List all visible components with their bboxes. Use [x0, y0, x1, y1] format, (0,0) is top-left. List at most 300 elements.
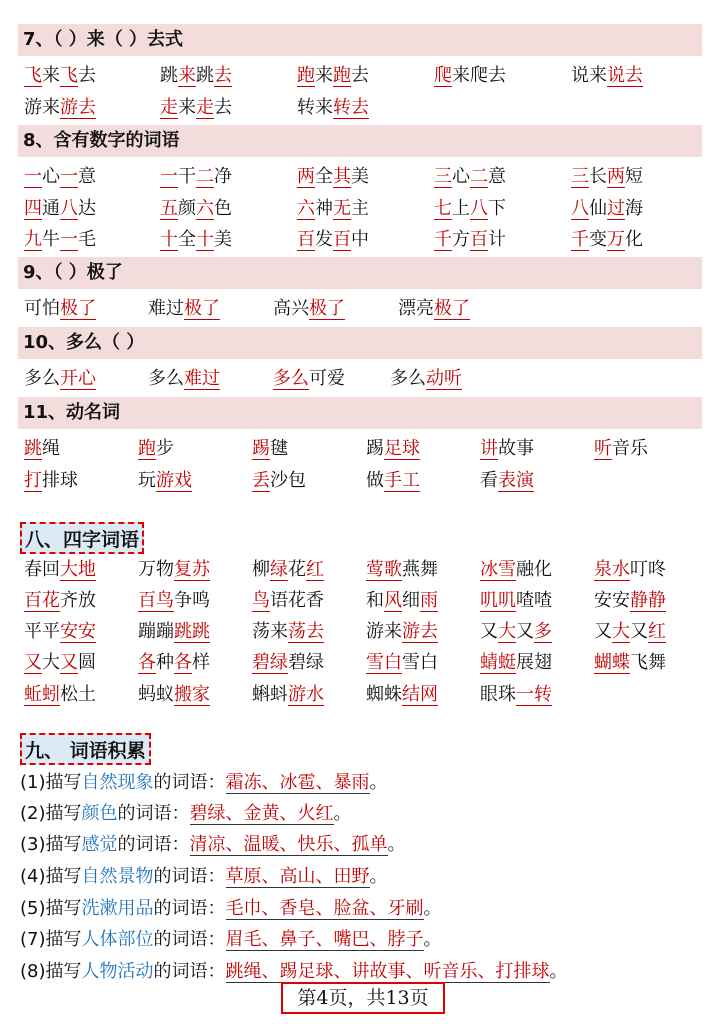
item-prefix: (1)描写: [20, 772, 82, 793]
word-text: 蹦蹦: [138, 621, 174, 642]
answer-fill: 三: [571, 166, 589, 187]
answer-fill: 三: [434, 166, 452, 187]
answer-fill: 手工: [384, 470, 420, 491]
word-item: [434, 226, 506, 254]
word-text: 跳: [196, 65, 214, 86]
word-text: 美: [214, 229, 232, 250]
answer-fill: 飞: [60, 65, 78, 86]
word-text: 样: [192, 652, 210, 673]
word-text: 颜: [178, 198, 196, 219]
item-end: 。: [369, 866, 388, 887]
accumulation-item: [20, 926, 442, 954]
word-text: 转来: [297, 97, 333, 118]
word-text: 叮咚: [630, 559, 666, 580]
word-item: [434, 62, 506, 90]
word-text: 安安: [594, 590, 630, 611]
word-item: [571, 163, 643, 191]
answer-fill: 十: [160, 229, 178, 250]
item-topic: 自然景物: [81, 866, 154, 887]
item-label: 的词语：: [117, 834, 190, 855]
word-text: 又: [594, 621, 612, 642]
word-text: 又: [630, 621, 648, 642]
answer-fill: 各: [138, 652, 156, 673]
word-item: [24, 365, 96, 393]
answer-fill: 跑: [138, 438, 156, 459]
item-topic: 人物活动: [81, 961, 154, 982]
section-9-header: 9、（ ）极了: [18, 257, 702, 289]
word-text: 去: [351, 65, 369, 86]
item-topic: 自然现象: [81, 772, 154, 793]
item-answer: 眉毛、鼻子、嘴巴、脖子: [225, 929, 424, 950]
section-10-header: 10、多么（ ）: [18, 327, 702, 359]
word-item: [480, 556, 552, 584]
word-text: 故事: [498, 438, 534, 459]
word-item: [594, 435, 648, 463]
word-text: 大: [42, 652, 60, 673]
word-text: 步: [156, 438, 174, 459]
answer-fill: 一: [60, 229, 78, 250]
answer-fill: 飞: [24, 65, 42, 86]
answer-fill: 游水: [288, 684, 324, 705]
word-text: 雪白: [402, 652, 438, 673]
word-text: 上: [452, 198, 470, 219]
word-text: 做: [366, 470, 384, 491]
word-item: [571, 226, 643, 254]
word-item: [160, 226, 232, 254]
word-text: 语花香: [270, 590, 324, 611]
word-text: 可爱: [309, 368, 345, 389]
answer-fill: 跳: [24, 438, 42, 459]
answer-fill: 百花: [24, 590, 60, 611]
section-ba-header: 八、四字词语: [20, 522, 144, 554]
word-text: 和: [366, 590, 384, 611]
word-item: [24, 62, 96, 90]
answer-fill: 跑: [297, 65, 315, 86]
answer-fill: 两: [297, 166, 315, 187]
word-text: 主: [351, 198, 369, 219]
answer-fill: 百: [297, 229, 315, 250]
accumulation-item: [20, 831, 406, 859]
answer-fill: 跑: [333, 65, 351, 86]
item-topic: 洗漱用品: [81, 898, 154, 919]
word-text: 发: [315, 229, 333, 250]
word-text: 来: [42, 65, 60, 86]
word-text: 春回: [24, 559, 60, 580]
word-text: 争鸣: [174, 590, 210, 611]
answer-fill: 无: [333, 198, 351, 219]
answer-fill: 去: [214, 65, 232, 86]
answer-fill: 八: [60, 198, 78, 219]
answer-fill: 八: [571, 198, 589, 219]
answer-fill: 叽叽: [480, 590, 516, 611]
word-item: [480, 681, 552, 709]
answer-fill: 雨: [420, 590, 438, 611]
answer-fill: 蝴蝶: [594, 652, 630, 673]
word-text: 眼珠: [480, 684, 516, 705]
answer-fill: 一转: [516, 684, 552, 705]
word-text: 色: [214, 198, 232, 219]
answer-fill: 六: [196, 198, 214, 219]
word-item: [366, 435, 420, 463]
word-text: 花: [288, 559, 306, 580]
section-jiu-header: 九、 词语积累: [20, 733, 151, 765]
answer-fill: 泉水: [594, 559, 630, 580]
word-item: [594, 649, 666, 677]
word-text: 心: [42, 166, 60, 187]
answer-fill: 又: [60, 652, 78, 673]
answer-fill: 一: [60, 166, 78, 187]
answer-fill: 大: [498, 621, 516, 642]
word-item: [138, 556, 210, 584]
answer-fill: 千: [571, 229, 589, 250]
word-text: 平平: [24, 621, 60, 642]
word-text: 跳: [160, 65, 178, 86]
word-item: [24, 163, 96, 191]
word-item: [252, 556, 324, 584]
item-answer: 跳绳、踢足球、讲故事、听音乐、打排球: [225, 961, 550, 982]
word-item: [24, 467, 78, 495]
item-label: 的词语：: [153, 961, 226, 982]
word-item: [366, 467, 420, 495]
answer-fill: 七: [434, 198, 452, 219]
answer-fill: 鸟: [252, 590, 270, 611]
word-item: [138, 681, 210, 709]
item-topic: 人体部位: [81, 929, 154, 950]
answer-fill: 风: [384, 590, 402, 611]
item-topic: 感觉: [81, 834, 118, 855]
word-item: [297, 163, 369, 191]
word-item: [571, 62, 643, 90]
item-prefix: (7)描写: [20, 929, 82, 950]
word-text: 又: [516, 621, 534, 642]
answer-fill: 其: [333, 166, 351, 187]
item-label: 的词语：: [117, 803, 190, 824]
item-answer: 霜冻、冰雹、暴雨: [225, 772, 370, 793]
word-item: [366, 587, 438, 615]
page-footer: 第4页，共13页: [281, 982, 445, 1014]
word-text: 音乐: [612, 438, 648, 459]
answer-fill: 极了: [60, 298, 96, 319]
word-item: [148, 295, 220, 323]
answer-fill: 安安: [60, 621, 96, 642]
answer-fill: 六: [297, 198, 315, 219]
answer-fill: 多: [534, 621, 552, 642]
word-item: [24, 618, 96, 646]
word-text: 方: [452, 229, 470, 250]
answer-fill: 说去: [607, 65, 643, 86]
word-text: 展翅: [516, 652, 552, 673]
accumulation-item: [20, 863, 388, 891]
word-text: 踢: [366, 438, 384, 459]
word-text: 变: [589, 229, 607, 250]
answer-fill: 又: [24, 652, 42, 673]
word-item: [160, 163, 232, 191]
item-topic: 颜色: [81, 803, 118, 824]
section-7-header: 7、（ ）来（ ）去式: [18, 24, 702, 56]
answer-fill: 四: [24, 198, 42, 219]
answer-fill: 足球: [384, 438, 420, 459]
section-8-header: 8、含有数字的词语: [18, 125, 702, 157]
word-text: 难过: [148, 298, 184, 319]
answer-fill: 表演: [498, 470, 534, 491]
item-prefix: (8)描写: [20, 961, 82, 982]
item-label: 的词语：: [153, 898, 226, 919]
item-label: 的词语：: [153, 772, 226, 793]
word-text: 来爬去: [452, 65, 506, 86]
word-item: [480, 435, 534, 463]
answer-fill: 游去: [402, 621, 438, 642]
word-text: 蜘蛛: [366, 684, 402, 705]
word-text: 说来: [571, 65, 607, 86]
item-end: 。: [423, 929, 442, 950]
answer-fill: 极了: [434, 298, 470, 319]
word-text: 松土: [60, 684, 96, 705]
word-item: [434, 195, 506, 223]
word-text: 短: [625, 166, 643, 187]
word-text: 化: [625, 229, 643, 250]
answer-fill: 极了: [309, 298, 345, 319]
answer-fill: 转去: [333, 97, 369, 118]
answer-fill: 二: [470, 166, 488, 187]
item-end: 。: [387, 834, 406, 855]
word-item: [594, 618, 666, 646]
word-text: 来: [315, 65, 333, 86]
word-text: 高兴: [273, 298, 309, 319]
word-text: 计: [488, 229, 506, 250]
item-end: 。: [549, 961, 568, 982]
word-text: 飞舞: [630, 652, 666, 673]
word-item: [480, 467, 534, 495]
word-item: [252, 587, 324, 615]
word-text: 漂亮: [398, 298, 434, 319]
answer-fill: 结网: [402, 684, 438, 705]
word-item: [138, 467, 192, 495]
word-text: 意: [78, 166, 96, 187]
answer-fill: 复苏: [174, 559, 210, 580]
item-answer: 毛巾、香皂、脸盆、牙刷: [225, 898, 424, 919]
item-answer: 碧绿、金黄、火红: [189, 803, 334, 824]
answer-fill: 冰雪: [480, 559, 516, 580]
word-text: 又: [480, 621, 498, 642]
word-item: [24, 94, 96, 122]
word-text: 神: [315, 198, 333, 219]
answer-fill: 多么: [273, 368, 309, 389]
answer-fill: 荡去: [288, 621, 324, 642]
word-text: 细: [402, 590, 420, 611]
word-text: 去: [78, 65, 96, 86]
item-answer: 清凉、温暖、快乐、孤单: [189, 834, 388, 855]
word-text: 看: [480, 470, 498, 491]
section-11-header: 11、动名词: [18, 397, 702, 429]
item-end: 。: [333, 803, 352, 824]
word-text: 长: [589, 166, 607, 187]
answer-fill: 爬: [434, 65, 452, 86]
word-text: 通: [42, 198, 60, 219]
answer-fill: 游去: [60, 97, 96, 118]
word-text: 蚂蚁: [138, 684, 174, 705]
word-item: [24, 195, 96, 223]
word-item: [24, 435, 60, 463]
word-item: [366, 681, 438, 709]
word-item: [24, 295, 96, 323]
word-text: 毛: [78, 229, 96, 250]
answer-fill: 各: [174, 652, 192, 673]
answer-fill: 碧绿: [252, 652, 288, 673]
answer-fill: 八: [470, 198, 488, 219]
answer-fill: 大: [612, 621, 630, 642]
word-item: [160, 94, 232, 122]
word-text: 意: [488, 166, 506, 187]
word-text: 燕舞: [402, 559, 438, 580]
word-text: 齐放: [60, 590, 96, 611]
word-text: 沙包: [270, 470, 306, 491]
word-item: [480, 618, 552, 646]
word-item: [138, 618, 210, 646]
answer-fill: 百: [470, 229, 488, 250]
item-prefix: (2)描写: [20, 803, 82, 824]
word-item: [297, 94, 369, 122]
word-item: [24, 587, 96, 615]
word-item: [594, 587, 666, 615]
word-text: 喳喳: [516, 590, 552, 611]
word-text: 可怕: [24, 298, 60, 319]
answer-fill: 红: [648, 621, 666, 642]
answer-fill: 绿: [270, 559, 288, 580]
word-text: 干: [178, 166, 196, 187]
word-item: [160, 62, 232, 90]
word-item: [297, 195, 369, 223]
word-item: [138, 649, 210, 677]
word-text: 多么: [148, 368, 184, 389]
word-text: 蝌蚪: [252, 684, 288, 705]
word-item: [24, 226, 96, 254]
item-label: 的词语：: [153, 866, 226, 887]
word-text: 游来: [24, 97, 60, 118]
word-text: 毽: [270, 438, 288, 459]
item-prefix: (3)描写: [20, 834, 82, 855]
word-item: [273, 365, 345, 393]
answer-fill: 游戏: [156, 470, 192, 491]
word-item: [252, 681, 324, 709]
word-item: [160, 195, 232, 223]
answer-fill: 打: [24, 470, 42, 491]
word-item: [273, 295, 345, 323]
item-answer: 草原、高山、田野: [225, 866, 370, 887]
item-end: 。: [369, 772, 388, 793]
word-text: 多么: [24, 368, 60, 389]
word-item: [252, 467, 306, 495]
word-text: 万物: [138, 559, 174, 580]
word-text: 玩: [138, 470, 156, 491]
word-item: [366, 556, 438, 584]
accumulation-item: [20, 769, 388, 797]
answer-fill: 蚯蚓: [24, 684, 60, 705]
answer-fill: 百鸟: [138, 590, 174, 611]
word-item: [252, 435, 288, 463]
answer-fill: 莺歌: [366, 559, 402, 580]
word-text: 多么: [390, 368, 426, 389]
answer-fill: 极了: [184, 298, 220, 319]
answer-fill: 过: [607, 198, 625, 219]
word-item: [138, 587, 210, 615]
answer-fill: 跳跳: [174, 621, 210, 642]
word-item: [24, 649, 96, 677]
word-text: 达: [78, 198, 96, 219]
word-text: 柳: [252, 559, 270, 580]
word-item: [138, 435, 174, 463]
word-text: 仙: [589, 198, 607, 219]
word-text: 碧绿: [288, 652, 324, 673]
accumulation-item: [20, 895, 442, 923]
word-text: 排球: [42, 470, 78, 491]
answer-fill: 万: [607, 229, 625, 250]
word-text: 种: [156, 652, 174, 673]
answer-fill: 一: [24, 166, 42, 187]
word-item: [252, 649, 324, 677]
answer-fill: 五: [160, 198, 178, 219]
word-text: 中: [351, 229, 369, 250]
word-item: [297, 62, 369, 90]
answer-fill: 听: [594, 438, 612, 459]
word-item: [24, 556, 96, 584]
word-item: [398, 295, 470, 323]
answer-fill: 大地: [60, 559, 96, 580]
word-text: 去: [214, 97, 232, 118]
word-text: 来: [178, 97, 196, 118]
answer-fill: 走: [160, 97, 178, 118]
answer-fill: 蜻蜓: [480, 652, 516, 673]
answer-fill: 走: [196, 97, 214, 118]
word-item: [390, 365, 462, 393]
word-item: [24, 681, 96, 709]
word-text: 全: [315, 166, 333, 187]
answer-fill: 雪白: [366, 652, 402, 673]
word-text: 绳: [42, 438, 60, 459]
answer-fill: 静静: [630, 590, 666, 611]
answer-fill: 十: [196, 229, 214, 250]
word-text: 海: [625, 198, 643, 219]
answer-fill: 难过: [184, 368, 220, 389]
word-text: 净: [214, 166, 232, 187]
word-text: 美: [351, 166, 369, 187]
answer-fill: 开心: [60, 368, 96, 389]
item-prefix: (4)描写: [20, 866, 82, 887]
answer-fill: 千: [434, 229, 452, 250]
accumulation-item: [20, 800, 352, 828]
answer-fill: 百: [333, 229, 351, 250]
word-text: 牛: [42, 229, 60, 250]
answer-fill: 搬家: [174, 684, 210, 705]
word-item: [480, 587, 552, 615]
word-item: [571, 195, 643, 223]
item-prefix: (5)描写: [20, 898, 82, 919]
answer-fill: 动听: [426, 368, 462, 389]
word-text: 游来: [366, 621, 402, 642]
answer-fill: 九: [24, 229, 42, 250]
answer-fill: 二: [196, 166, 214, 187]
item-end: 。: [423, 898, 442, 919]
word-text: 圆: [78, 652, 96, 673]
word-text: 荡来: [252, 621, 288, 642]
word-item: [297, 226, 369, 254]
answer-fill: 踢: [252, 438, 270, 459]
answer-fill: 红: [306, 559, 324, 580]
answer-fill: 两: [607, 166, 625, 187]
word-text: 全: [178, 229, 196, 250]
word-item: [434, 163, 506, 191]
word-item: [148, 365, 220, 393]
word-item: [480, 649, 552, 677]
